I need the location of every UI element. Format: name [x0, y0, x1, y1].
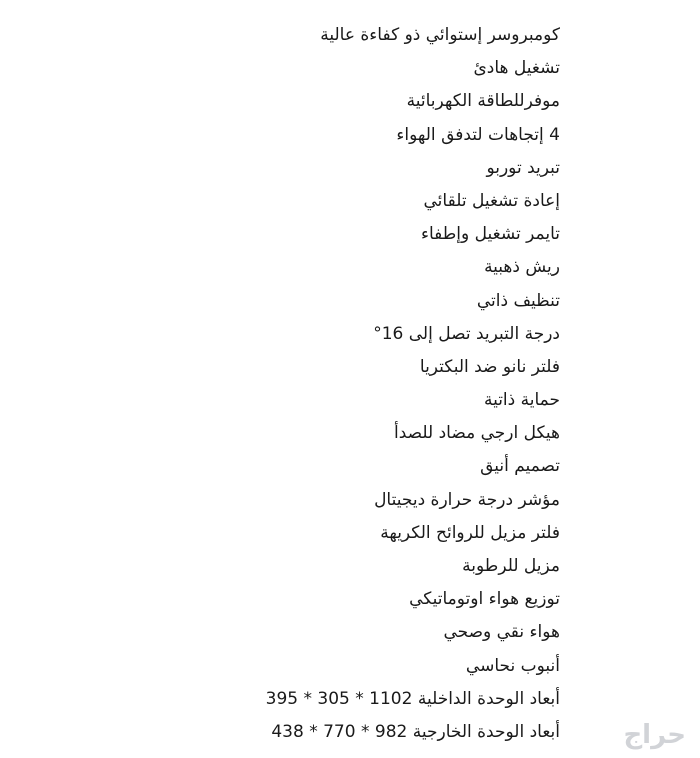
feature-item: كومبروسر إستوائي ذو كفاءة عالية [320, 25, 560, 45]
feature-item: تنظيف ذاتي [476, 290, 560, 311]
feature-item: أنبوب نحاسي [465, 655, 560, 676]
feature-item: أبعاد الوحدة الداخلية 1102 * 305 * 395 [265, 688, 560, 709]
feature-item: تايمر تشغيل وإطفاء [421, 224, 560, 245]
feature-item: فلتر مزيل للروائح الكريهة [380, 522, 560, 543]
feature-item: 4 إتجاهات لتدفق الهواء [396, 124, 560, 145]
feature-item: أبعاد الوحدة الخارجية 982 * 770 * 438 [271, 721, 560, 742]
feature-item: مزيل للرطوبة [462, 556, 560, 576]
feature-item: تشغيل هادئ [473, 58, 560, 79]
haraj-watermark-logo: حراج [623, 720, 686, 750]
feature-item: تبريد توربو [486, 157, 560, 178]
feature-item: توزيع هواء اوتوماتيكي [409, 589, 560, 610]
feature-item: مؤشر درجة حرارة ديجيتال [374, 489, 560, 510]
feature-item: درجة التبريد تصل إلى 16° [373, 323, 560, 344]
feature-item: تصميم أنيق [480, 456, 560, 477]
feature-item: ريش ذهبية [484, 257, 560, 278]
feature-item: إعادة تشغيل تلقائي [423, 190, 560, 211]
feature-item: حماية ذاتية [483, 390, 560, 411]
feature-item: هيكل ارجي مضاد للصدأ [394, 423, 560, 444]
feature-list [40, 19, 560, 749]
feature-item: فلتر نانو ضد البكتريا [419, 356, 560, 377]
feature-item: هواء نقي وصحي [443, 622, 560, 643]
feature-item: موفرللطاقة الكهربائية [406, 91, 560, 112]
